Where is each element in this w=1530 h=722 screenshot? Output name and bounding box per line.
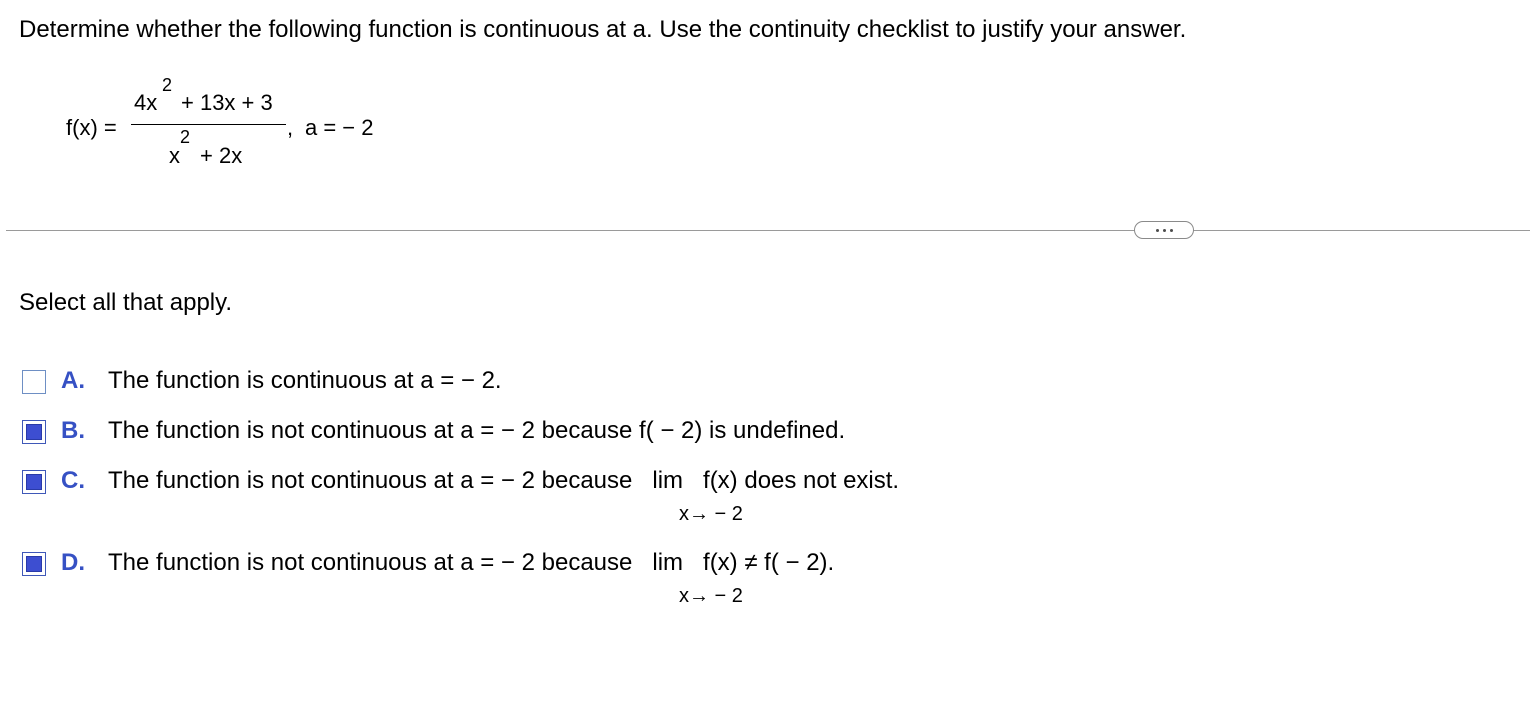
fraction-bar	[131, 124, 286, 125]
numerator-exponent: 2	[162, 75, 173, 95]
denominator-term: x	[169, 143, 180, 168]
denominator-rest: + 2x	[200, 143, 243, 168]
option-d-text: The function is not continuous at a = − 2 because lim f(x) ≠ f( − 2).	[108, 549, 835, 576]
option-a-checkbox[interactable]	[22, 370, 46, 394]
numerator-term: 4x	[134, 90, 158, 115]
option-b-checkbox[interactable]	[22, 420, 46, 444]
function-formula	[0, 0, 420, 180]
option-b-letter: B.	[61, 417, 85, 444]
option-c-letter: C.	[61, 467, 85, 494]
option-c[interactable]	[22, 467, 982, 497]
option-c-checkbox[interactable]	[22, 470, 46, 494]
option-d[interactable]	[22, 549, 922, 579]
formula-lhs: f(x) =	[66, 115, 117, 140]
select-all-instruction: Select all that apply.	[19, 289, 233, 316]
option-a[interactable]	[22, 367, 582, 397]
denominator-exponent: 2	[180, 127, 191, 147]
option-b-text: The function is not continuous at a = − 2 because f( − 2) is undefined.	[108, 417, 846, 444]
section-divider	[6, 230, 1530, 231]
option-a-letter: A.	[61, 367, 85, 394]
ellipsis-icon	[1156, 229, 1173, 232]
question-prompt: Determine whether the following function is continuous at a. Use the continuity checklist to justify your answer.	[19, 16, 1187, 43]
option-a-text: The function is continuous at a = − 2.	[108, 367, 502, 394]
option-c-limit-subscript: x→ − 2	[679, 503, 743, 525]
formula-comma: ,	[287, 115, 294, 140]
numerator-rest: + 13x + 3	[181, 90, 273, 115]
more-options-button[interactable]	[1134, 221, 1194, 239]
option-d-letter: D.	[61, 549, 85, 576]
option-b[interactable]	[22, 417, 922, 447]
option-d-limit-subscript: x→ − 2	[679, 585, 743, 607]
option-d-checkbox[interactable]	[22, 552, 46, 576]
a-value: a = − 2	[305, 115, 374, 140]
option-c-text: The function is not continuous at a = − 2 because lim f(x) does not exist.	[108, 467, 900, 494]
